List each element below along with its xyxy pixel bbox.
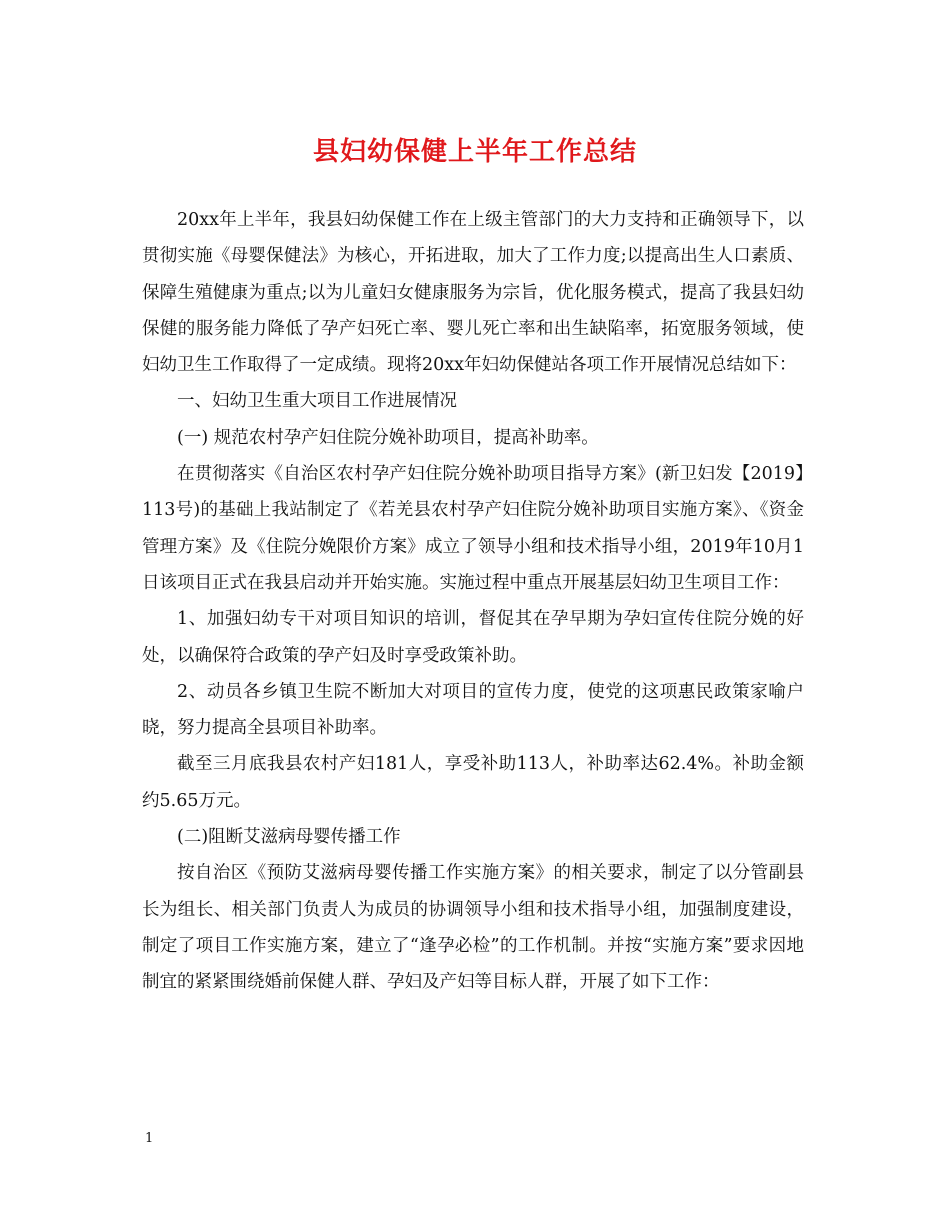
list-item-2: 2、动员各乡镇卫生院不断加大对项目的宣传力度，使党的这项惠民政策家喻户晓，努力提高全县项目补助率。 xyxy=(142,681,804,739)
list-item-1: 1、加强妇幼专干对项目知识的培训，督促其在孕早期为孕妇宣传住院分娩的好处，以确保符合政策的孕产妇及时享受政策补助。 xyxy=(142,609,804,666)
document-title: 县妇幼保健上半年工作总结 xyxy=(312,137,637,167)
page-number: 1 xyxy=(145,1131,154,1146)
paragraph-implementation: 在贯彻落实《自治区农村孕产妇住院分娩补助项目指导方案》(新卫妇发【2019】113号)的基础上我站制定了《若羌县农村孕产妇住院分娩补助项目实施方案》、《资金管理方案》及《住院分娩限价方案》成立了领导小组和技术指导小组，2019年10月1日该项目正式在我县启动并开始实施。实施过程中重点开展基层妇幼卫生项目工作： xyxy=(142,464,804,593)
paragraph-statistics: 截至三月底我县农村产妇181人，享受补助113人，补助率达62.4%。补助金额约5.65万元。 xyxy=(142,754,804,811)
paragraph-aids-prevention: 按自治区《预防艾滋病母婴传播工作实施方案》的相关要求，制定了以分管副县长为组长、相关部门负责人为成员的协调领导小组和技术指导小组，加强制度建设，制定了项目工作实施方案，建立了“逢孕必检”的工作机制。并按“实施方案”要求因地制宜的紧紧围绕婚前保健人群、孕妇及产妇等目标人群，开展了如下工作： xyxy=(142,863,804,993)
subsection-heading-2: (二)阻断艾滋病母婴传播工作 xyxy=(177,827,401,848)
paragraph-intro: 20xx年上半年，我县妇幼保健工作在上级主管部门的大力支持和正确领导下，以贯彻实施《母婴保健法》为核心，开拓进取，加大了工作力度;以提高出生人口素质、保障生殖健康为重点;以为儿童妇女健康服务为宗旨，优化服务模式，提高了我县妇幼保健的服务能力降低了孕产妇死亡率、婴儿死亡率和出生缺陷率，拓宽服务领域，使妇幼卫生工作取得了一定成绩。现将20xx年妇幼保健站各项工作开展情况总结如下： xyxy=(142,210,804,376)
section-heading-1: 一、妇幼卫生重大项目工作进展情况 xyxy=(177,391,457,412)
document-body xyxy=(142,202,804,1001)
subsection-heading-1: (一) 规范农村孕产妇住院分娩补助项目，提高补助率。 xyxy=(177,427,599,448)
